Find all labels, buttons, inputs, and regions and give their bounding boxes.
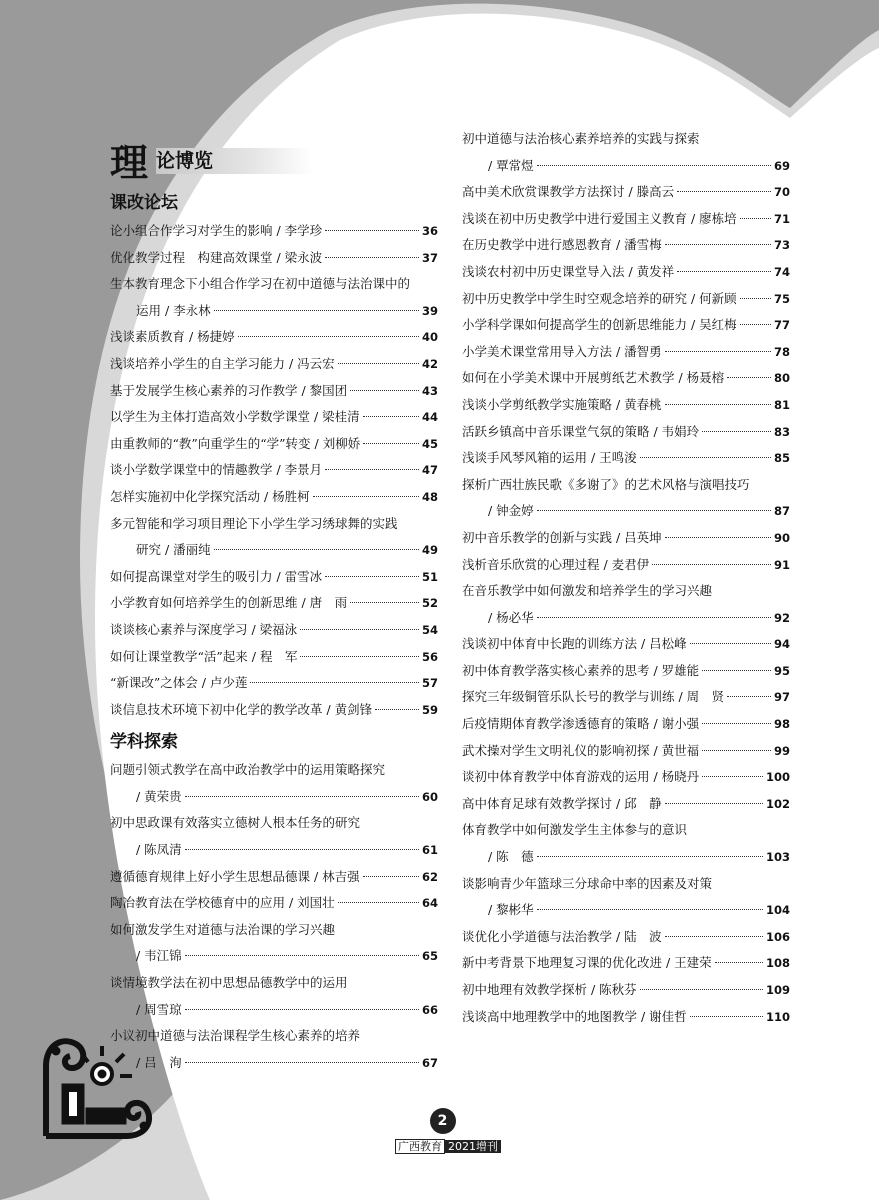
dot-leader (702, 750, 771, 751)
toc-title-line: 谈情境教学法在初中思想品德教学中的运用 (110, 975, 348, 991)
toc-entry[interactable] (462, 1004, 790, 1031)
toc-page-number: 48 (421, 489, 438, 504)
toc-entry[interactable] (110, 324, 438, 351)
dot-leader (702, 723, 771, 724)
toc-entry-title: 浅谈小学剪纸教学实施策略 / 黄春桃 (462, 396, 662, 412)
toc-page-number: 99 (773, 743, 790, 758)
toc-entry[interactable] (462, 631, 790, 658)
toc-page-number: 98 (773, 717, 790, 732)
dot-leader (350, 390, 419, 391)
toc-entry-title: 如何让课堂教学“活”起来 / 程 军 (110, 648, 298, 664)
toc-page-number: 73 (773, 238, 790, 253)
toc-entry-title: 高中美术欣赏课教学方法探讨 / 滕高云 (462, 184, 675, 200)
toc-page-number: 91 (773, 557, 790, 572)
toc-entry-title: 小学教育如何培养学生的创新思维 / 唐 雨 (110, 595, 348, 611)
dot-leader (325, 576, 419, 577)
section-title: 课改论坛 (110, 193, 178, 213)
toc-entry[interactable] (462, 791, 790, 818)
toc-page-number: 90 (773, 530, 790, 545)
toc-list (110, 757, 438, 1076)
toc-entry-title: / 陈凤清 (136, 842, 182, 858)
toc-entry[interactable] (110, 997, 438, 1024)
toc-title-line: 多元智能和学习项目理论下小学生学习绣球舞的实践 (110, 515, 398, 531)
dot-leader (702, 431, 771, 432)
toc-entry[interactable] (462, 206, 790, 233)
toc-entry[interactable] (110, 457, 438, 484)
toc-page-number: 49 (421, 543, 438, 558)
toc-entry-title: / 陈 德 (488, 849, 534, 865)
toc-entry[interactable] (110, 784, 438, 811)
toc-page-number: 39 (421, 303, 438, 318)
dot-leader (677, 191, 771, 192)
toc-title-line: 谈影响青少年篮球三分球命中率的因素及对策 (462, 875, 713, 891)
toc-entry-title: 浅谈高中地理教学中的地图教学 / 谢佳哲 (462, 1008, 687, 1024)
toc-entry-title: 怎样实施初中化学探究活动 / 杨胜柯 (110, 488, 310, 504)
toc-page-number: 103 (765, 850, 790, 865)
toc-entry-title: / 杨必华 (488, 609, 534, 625)
toc-page-number: 106 (765, 929, 790, 944)
toc-entry-title: / 吕 洵 (136, 1054, 182, 1070)
footer (395, 1108, 498, 1154)
right-column (462, 126, 790, 1030)
toc-page-number: 56 (421, 649, 438, 664)
toc-page-number: 77 (773, 318, 790, 333)
dot-leader (665, 803, 763, 804)
toc-page-number: 75 (773, 291, 790, 306)
dot-leader (313, 496, 419, 497)
toc-entry-title: 新中考背景下地理复习课的优化改进 / 王建荣 (462, 955, 712, 971)
toc-page-number: 43 (421, 383, 438, 398)
toc-page-number: 69 (773, 158, 790, 173)
column-header (110, 132, 438, 184)
dot-leader (300, 656, 419, 657)
toc-entry-title: 如何在小学美术课中开展剪纸艺术教学 / 杨聂榕 (462, 370, 725, 386)
toc-entry-title: 谈小学数学课堂中的情趣教学 / 李景月 (110, 462, 323, 478)
toc-page-number: 74 (773, 264, 790, 279)
toc-entry[interactable] (110, 404, 438, 431)
toc-entry-title: 谈谈核心素养与深度学习 / 梁福泳 (110, 621, 298, 637)
toc-entry[interactable] (110, 644, 438, 671)
toc-entry-title: 浅谈在初中历史教学中进行爱国主义教育 / 廖栋培 (462, 210, 737, 226)
toc-entry-title: 初中地理有效教学探析 / 陈秋芬 (462, 982, 637, 997)
toc-entry[interactable] (110, 218, 438, 245)
dot-leader (640, 989, 763, 990)
dot-leader (338, 902, 419, 903)
toc-page-number: 67 (421, 1055, 438, 1070)
toc-title-line: 小议初中道德与法治课程学生核心素养的培养 (110, 1028, 361, 1044)
toc-page-number: 64 (421, 896, 438, 911)
toc-title-line: 初中思政课有效落实立德树人根本任务的研究 (110, 815, 361, 831)
toc-entry-title: 高中体育足球有效教学探讨 / 邱 静 (462, 795, 662, 811)
toc-entry[interactable] (462, 498, 790, 525)
dot-leader (727, 377, 771, 378)
toc-page-number: 36 (421, 224, 438, 238)
toc-page-number: 37 (421, 250, 438, 265)
toc-title-line: 如何激发学生对道德与法治课的学习兴趣 (110, 921, 336, 937)
toc-entry[interactable] (110, 1050, 438, 1077)
toc-page-number: 52 (421, 596, 438, 611)
dot-leader (185, 955, 419, 956)
dot-leader (677, 271, 771, 272)
left-column (110, 132, 438, 1076)
toc-entry-title: 后疫情期体育教学渗透德育的策略 / 谢小强 (462, 716, 700, 732)
toc-entry[interactable] (110, 697, 438, 724)
dot-leader (740, 298, 771, 299)
toc-page-number: 109 (765, 983, 790, 997)
toc-entry[interactable] (462, 684, 790, 711)
toc-entry-title: / 周雪琼 (136, 1001, 182, 1017)
page-number: 2 (430, 1108, 456, 1134)
toc-entry[interactable] (462, 525, 790, 552)
toc-entry-title: 谈信息技术环境下初中化学的教学改革 / 黄剑锋 (110, 701, 373, 717)
toc-title-line: 在音乐教学中如何激发和培养学生的学习兴趣 (462, 583, 713, 599)
toc-entry[interactable] (110, 943, 438, 970)
dot-leader (338, 363, 419, 364)
toc-entry[interactable] (462, 339, 790, 366)
toc-title-line: 问题引领式教学在高中政治教学中的运用策略探究 (110, 762, 386, 778)
toc-entry-title: 活跃乡镇高中音乐课堂气氛的策略 / 韦娟玲 (462, 423, 700, 439)
toc-entry[interactable] (462, 312, 790, 339)
toc-entry-title: 由重教师的“教”向重学生的“学”转变 / 刘柳娇 (110, 435, 361, 451)
toc-page-number: 108 (765, 956, 790, 971)
dot-leader (185, 796, 419, 797)
toc-entry-title: 浅谈初中体育中长跑的训练方法 / 吕松峰 (462, 636, 687, 652)
toc-page-number: 100 (765, 770, 790, 785)
toc-entry-title: / 覃常煜 (488, 157, 534, 173)
dot-leader (214, 310, 419, 311)
dot-leader (363, 416, 419, 417)
toc-title-line: 生本教育理念下小组合作学习在初中道德与法治课中的 (110, 276, 411, 292)
dot-leader (537, 510, 771, 511)
toc-entry-title: / 黎彬华 (488, 902, 534, 918)
toc-entry[interactable] (110, 378, 438, 405)
toc-list (462, 126, 790, 1030)
toc-entry-title: 武术操对学生文明礼仪的影响初探 / 黄世福 (462, 742, 700, 758)
toc-entry-title: 初中音乐教学的创新与实践 / 吕英坤 (462, 529, 662, 545)
toc-page-number: 94 (773, 637, 790, 652)
toc-entry[interactable] (110, 670, 438, 697)
toc-entry-title: 谈初中体育教学中体育游戏的运用 / 杨晓丹 (462, 769, 700, 785)
toc-entry[interactable] (462, 950, 790, 977)
dot-leader (300, 629, 419, 630)
toc-entry-title: 遵循德育规律上好小学生思想品德课 / 林吉强 (110, 868, 360, 884)
toc-entry[interactable] (462, 711, 790, 738)
toc-entry[interactable] (462, 445, 790, 472)
dot-leader (214, 549, 419, 550)
toc-entry[interactable] (462, 153, 790, 180)
toc-entry-title: 浅谈农村初中历史课堂导入法 / 黄发祥 (462, 263, 675, 279)
dot-leader (363, 876, 419, 877)
toc-page-number: 61 (421, 843, 438, 858)
dot-leader (665, 351, 771, 352)
toc-entry[interactable] (462, 897, 790, 924)
toc-entry-title: / 黄荣贵 (136, 788, 182, 804)
toc-entry[interactable] (110, 298, 438, 325)
header-big-char: 理 (110, 141, 148, 185)
toc-entry-title: 浅谈手风琴风箱的运用 / 王鸣浚 (462, 450, 637, 466)
toc-entry-title: 初中历史教学中学生时空观念培养的研究 / 何新顾 (462, 290, 737, 306)
corner-flourish-icon (36, 1026, 158, 1146)
toc-entry[interactable] (462, 419, 790, 446)
dot-leader (715, 962, 763, 963)
toc-page-number: 40 (421, 330, 438, 345)
dot-leader (665, 244, 771, 245)
dot-leader (325, 230, 419, 231)
dot-leader (740, 218, 771, 219)
toc-entry-title: / 钟金婷 (488, 503, 534, 519)
toc-page-number: 85 (773, 451, 790, 466)
toc-entry[interactable] (462, 179, 790, 206)
dot-leader (250, 682, 419, 683)
toc-page-number: 44 (421, 410, 438, 425)
dot-leader (325, 469, 419, 470)
toc-page-number: 62 (421, 869, 438, 884)
toc-entry[interactable] (110, 431, 438, 458)
toc-page-number: 57 (421, 676, 438, 691)
toc-entry[interactable] (110, 590, 438, 617)
dot-leader (238, 336, 419, 337)
toc-entry[interactable] (110, 864, 438, 891)
toc-entry[interactable] (462, 392, 790, 419)
toc-entry-title: 初中体育教学落实核心素养的思考 / 罗雄能 (462, 662, 700, 678)
toc-entry[interactable] (462, 764, 790, 791)
dot-leader (690, 1016, 763, 1017)
dot-leader (665, 404, 771, 405)
toc-entry-title: 运用 / 李永林 (136, 302, 211, 318)
toc-page-number: 65 (421, 949, 438, 964)
toc-entry[interactable] (110, 890, 438, 917)
toc-page-number: 80 (773, 371, 790, 386)
toc-entry[interactable] (110, 245, 438, 272)
dot-leader (537, 909, 763, 910)
toc-entry-title: 论小组合作学习对学生的影响 / 李学珍 (110, 223, 323, 238)
dot-leader (325, 257, 419, 258)
section-title: 学科探索 (110, 732, 178, 753)
toc-entry[interactable] (462, 605, 790, 632)
toc-entry-title: 小学美术课堂常用导入方法 / 潘智勇 (462, 343, 662, 359)
dot-leader (537, 617, 771, 618)
toc-page-number: 51 (421, 569, 438, 584)
dot-leader (702, 670, 771, 671)
toc-entry-title: “新课改”之体会 / 卢少莲 (110, 675, 248, 691)
toc-entry[interactable] (462, 977, 790, 1004)
toc-page-number: 54 (421, 622, 438, 637)
toc-entry-title: 在历史教学中进行感恩教育 / 潘雪梅 (462, 237, 662, 253)
toc-entry-title: 如何提高课堂对学生的吸引力 / 雷雪冰 (110, 568, 323, 584)
toc-entry-title: 探究三年级铜管乐队长号的教学与训练 / 周 贤 (462, 689, 725, 705)
toc-page-number: 47 (421, 463, 438, 478)
dot-leader (185, 1009, 419, 1010)
toc-entry[interactable] (462, 844, 790, 871)
toc-page-number: 87 (773, 504, 790, 519)
toc-entry[interactable] (462, 365, 790, 392)
dot-leader (702, 776, 763, 777)
toc-page-number: 97 (773, 690, 790, 705)
toc-page-number: 83 (773, 424, 790, 439)
dot-leader (375, 709, 419, 710)
toc-entry[interactable] (462, 924, 790, 951)
toc-page-number: 71 (773, 211, 790, 226)
dot-leader (640, 457, 771, 458)
toc-page-number: 42 (421, 356, 438, 371)
toc-page-number: 59 (421, 702, 438, 717)
magazine-name: 广西教育 (395, 1139, 445, 1154)
toc-title-line: 初中道德与法治核心素养培养的实践与探索 (462, 131, 700, 146)
toc-entry-title: 谈优化小学道德与法治教学 / 陆 波 (462, 928, 662, 944)
toc-page-number: 95 (773, 663, 790, 678)
dot-leader (185, 1062, 419, 1063)
toc-entry-title: 浅谈培养小学生的自主学习能力 / 冯云宏 (110, 355, 335, 371)
toc-page-number: 70 (773, 185, 790, 200)
toc-entry-title: 以学生为主体打造高效小学数学课堂 / 梁桂清 (110, 409, 360, 425)
toc-entry[interactable] (110, 351, 438, 378)
dot-leader (185, 849, 419, 850)
toc-list (110, 218, 438, 723)
dot-leader (363, 443, 419, 444)
dot-leader (537, 165, 771, 166)
toc-page-number: 104 (765, 903, 790, 918)
dot-leader (652, 564, 771, 565)
toc-entry-title: 陶冶教育法在学校德育中的应用 / 刘国壮 (110, 895, 335, 911)
dot-leader (537, 856, 763, 857)
toc-page-number: 66 (421, 1002, 438, 1017)
toc-entry[interactable] (110, 484, 438, 511)
toc-page-number: 92 (773, 610, 790, 625)
toc-title-line: 探析广西壮族民歌《多谢了》的艺术风格与演唱技巧 (462, 476, 750, 492)
toc-entry-title: / 韦江锦 (136, 948, 182, 964)
toc-entry[interactable] (110, 837, 438, 864)
toc-page-number: 78 (773, 344, 790, 359)
toc-entry[interactable] (462, 259, 790, 286)
toc-entry[interactable] (110, 537, 438, 564)
toc-entry[interactable] (110, 564, 438, 591)
toc-page-number: 60 (421, 789, 438, 804)
toc-entry-title: 基于发展学生核心素养的习作教学 / 黎国团 (110, 382, 348, 398)
toc-page-number: 81 (773, 397, 790, 412)
dot-leader (350, 602, 419, 603)
toc-page-number: 45 (421, 436, 438, 451)
dot-leader (740, 324, 771, 325)
header-title: 论博览 (156, 148, 313, 174)
dot-leader (690, 643, 771, 644)
toc-entry-title: 研究 / 潘丽纯 (136, 542, 211, 558)
toc-page-number: 110 (765, 1009, 790, 1024)
toc-entry-title: 浅析音乐欣赏的心理过程 / 麦君伊 (462, 556, 650, 572)
magazine-issue: 2021增刊 (445, 1140, 501, 1153)
toc-entry[interactable] (462, 232, 790, 259)
toc-entry[interactable] (462, 552, 790, 579)
dot-leader (665, 936, 763, 937)
toc-entry[interactable] (110, 617, 438, 644)
dot-leader (727, 696, 771, 697)
toc-entry-title: 小学科学课如何提高学生的创新思维能力 / 吴红梅 (462, 317, 737, 333)
toc-entry[interactable] (462, 286, 790, 313)
toc-entry-title: 优化教学过程 构建高效课堂 / 梁永波 (110, 249, 323, 265)
toc-title-line: 体育教学中如何激发学生主体参与的意识 (462, 822, 688, 838)
dot-leader (665, 537, 771, 538)
toc-entry[interactable] (462, 738, 790, 765)
toc-entry-title: 浅谈素质教育 / 杨捷婷 (110, 329, 235, 345)
magazine-label (395, 1138, 498, 1154)
toc-page-number: 102 (765, 796, 790, 811)
toc-entry[interactable] (462, 658, 790, 685)
